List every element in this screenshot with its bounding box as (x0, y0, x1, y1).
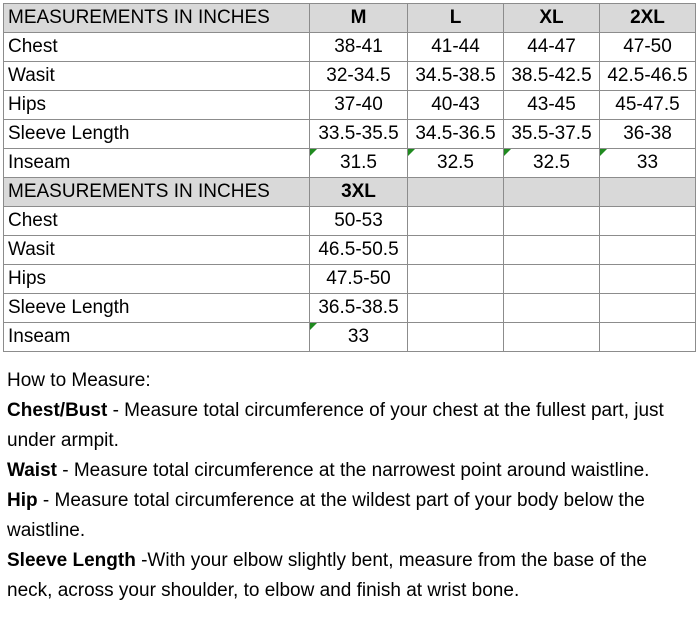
instruction-text: - Measure total circumference at the narrowest point around waistline. (56, 460, 650, 481)
size-header-xl: XL (504, 4, 600, 33)
row-label: Hips (4, 265, 310, 294)
instruction-term: Waist (7, 460, 57, 481)
empty-cell (504, 294, 600, 323)
instruction-sleeve (7, 546, 695, 606)
empty-cell (408, 236, 504, 265)
table-header-row (4, 4, 696, 33)
instruction-chest (7, 396, 695, 456)
instruction-term: Chest/Bust (7, 400, 108, 421)
table-cell: 38.5-42.5 (504, 62, 600, 91)
instruction-hip (7, 486, 695, 546)
row-label: Inseam (4, 323, 310, 352)
size-header-3xl: 3XL (310, 178, 408, 207)
table-cell: 38-41 (310, 33, 408, 62)
instruction-text: - Measure total circumference of your chest at the fullest part, just under armpit. (7, 400, 664, 451)
row-label: Hips (4, 91, 310, 120)
empty-cell (600, 178, 696, 207)
size-chart-table (3, 3, 696, 352)
table-cell: 33.5-35.5 (310, 120, 408, 149)
empty-cell (504, 207, 600, 236)
table-cell: 37-40 (310, 91, 408, 120)
empty-cell (408, 323, 504, 352)
empty-cell (408, 207, 504, 236)
row-label: Wasit (4, 236, 310, 265)
empty-cell (600, 265, 696, 294)
size-header-2xl: 2XL (600, 4, 696, 33)
table-row (4, 294, 696, 323)
empty-cell (600, 236, 696, 265)
table-cell: 43-45 (504, 91, 600, 120)
empty-cell (408, 178, 504, 207)
table-row (4, 62, 696, 91)
row-label: Sleeve Length (4, 294, 310, 323)
table-row (4, 33, 696, 62)
instruction-text: -With your elbow slightly bent, measure from the base of the neck, across your shoulder, to elbow and finish at wrist bone. (7, 550, 647, 601)
row-label: Sleeve Length (4, 120, 310, 149)
table-cell: 42.5-46.5 (600, 62, 696, 91)
table-cell: 46.5-50.5 (310, 236, 408, 265)
empty-cell (408, 294, 504, 323)
table-cell: 32.5 (504, 149, 600, 178)
table-row (4, 323, 696, 352)
table-cell: 36-38 (600, 120, 696, 149)
table-cell: 36.5-38.5 (310, 294, 408, 323)
table-row (4, 149, 696, 178)
table-cell: 44-47 (504, 33, 600, 62)
row-label: Inseam (4, 149, 310, 178)
empty-cell (600, 207, 696, 236)
table-row (4, 265, 696, 294)
table-cell: 50-53 (310, 207, 408, 236)
row-label: Chest (4, 207, 310, 236)
instructions-intro: How to Measure: (7, 370, 151, 391)
table-cell: 32.5 (408, 149, 504, 178)
empty-cell (600, 323, 696, 352)
table-cell: 47-50 (600, 33, 696, 62)
header-label: MEASUREMENTS IN INCHES (4, 4, 310, 33)
instruction-term: Sleeve Length (7, 550, 136, 571)
instruction-waist (7, 456, 695, 486)
empty-cell (600, 294, 696, 323)
empty-cell (504, 265, 600, 294)
table-cell: 41-44 (408, 33, 504, 62)
table-row (4, 207, 696, 236)
table-row (4, 120, 696, 149)
table-cell: 40-43 (408, 91, 504, 120)
table-cell: 45-47.5 (600, 91, 696, 120)
size-header-l: L (408, 4, 504, 33)
table-header-row (4, 178, 696, 207)
table-cell: 33 (600, 149, 696, 178)
table-cell: 47.5-50 (310, 265, 408, 294)
instruction-text: - Measure total circumference at the wildest part of your body below the waistline. (7, 490, 645, 541)
table-cell: 33 (310, 323, 408, 352)
instruction-term: Hip (7, 490, 38, 511)
table-row (4, 91, 696, 120)
row-label: Chest (4, 33, 310, 62)
row-label: Wasit (4, 62, 310, 91)
table-row (4, 236, 696, 265)
table-cell: 34.5-38.5 (408, 62, 504, 91)
measure-instructions (7, 366, 695, 606)
empty-cell (408, 265, 504, 294)
table-cell: 34.5-36.5 (408, 120, 504, 149)
header-label: MEASUREMENTS IN INCHES (4, 178, 310, 207)
empty-cell (504, 323, 600, 352)
empty-cell (504, 178, 600, 207)
table-cell: 35.5-37.5 (504, 120, 600, 149)
empty-cell (504, 236, 600, 265)
size-header-m: M (310, 4, 408, 33)
table-cell: 31.5 (310, 149, 408, 178)
table-cell: 32-34.5 (310, 62, 408, 91)
